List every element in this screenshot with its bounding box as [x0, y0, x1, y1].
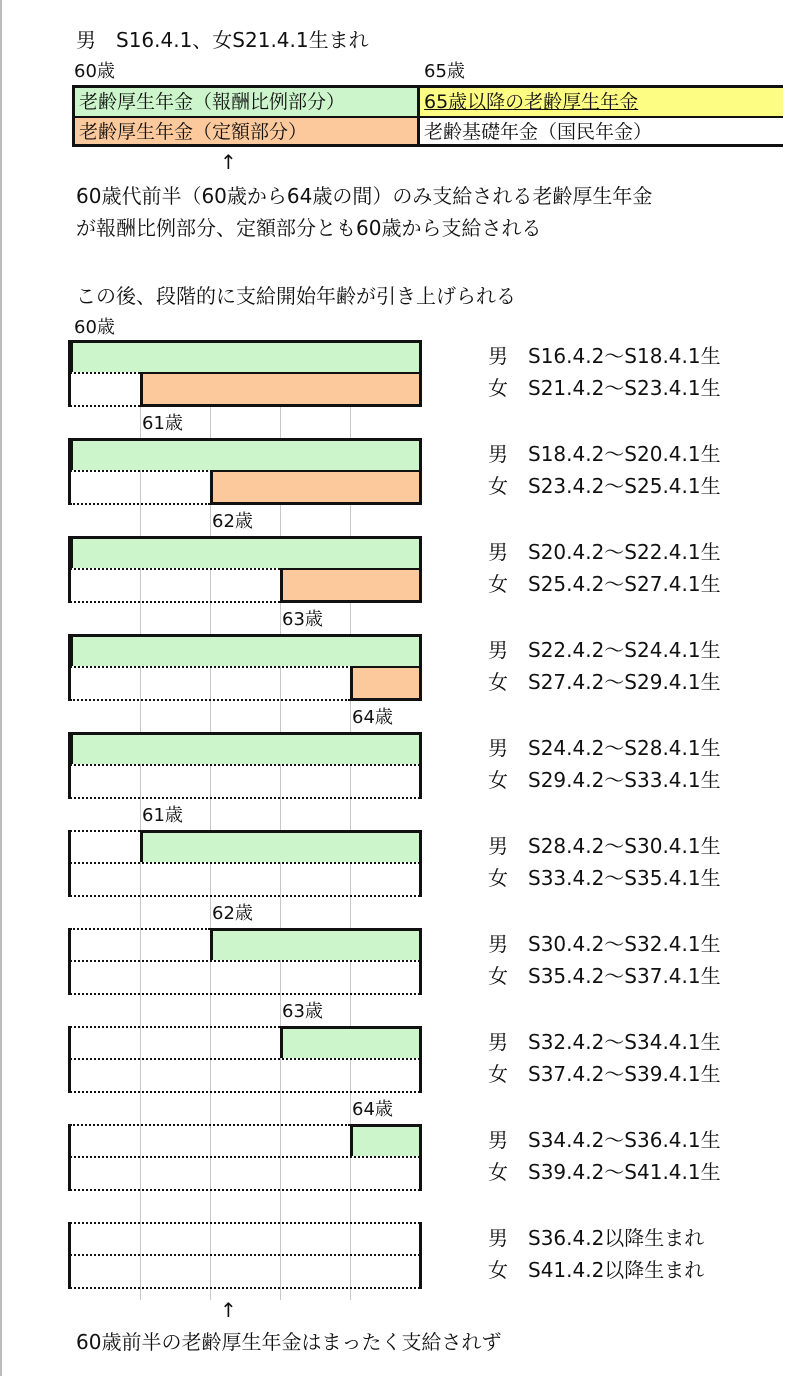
start-age-label: 62歳 — [212, 903, 253, 924]
start-age-label: 62歳 — [212, 511, 253, 532]
kiso-nenkin-cell: 老齢基礎年金（国民年金） — [420, 116, 783, 147]
hobi-hirei-bar — [70, 732, 420, 764]
hobi-hirei-bar — [210, 928, 420, 960]
female-birth-range: 女 S21.4.2～S23.4.1生 — [488, 376, 721, 400]
middle-dotted-line — [70, 1058, 420, 1060]
teigaku-bar — [210, 470, 420, 503]
top-60-label: 60歳 — [74, 317, 115, 338]
left-boundary — [68, 928, 71, 995]
right-boundary — [419, 340, 422, 407]
male-birth-range: 男 S18.4.2～S20.4.1生 — [488, 442, 721, 466]
left-boundary — [68, 732, 71, 799]
bottom-dotted-line — [70, 993, 420, 995]
top-dotted-line — [70, 1026, 280, 1028]
female-birth-range: 女 S39.4.2～S41.4.1生 — [488, 1160, 721, 1184]
left-boundary — [68, 830, 71, 897]
male-birth-range: 男 S16.4.2～S18.4.1生 — [488, 344, 721, 368]
start-age-label: 61歳 — [142, 805, 183, 826]
middle-dotted-line — [70, 470, 420, 472]
start-age-label: 61歳 — [142, 413, 183, 434]
teigaku-bar — [140, 372, 420, 405]
male-birth-range: 男 S32.4.2～S34.4.1生 — [488, 1030, 721, 1054]
left-boundary — [68, 634, 71, 701]
male-birth-range: 男 S28.4.2～S30.4.1生 — [488, 834, 721, 858]
hobi-hirei-bar — [70, 536, 420, 568]
start-age-label: 63歳 — [282, 609, 323, 630]
left-boundary — [68, 340, 71, 407]
female-birth-range: 女 S37.4.2～S39.4.1生 — [488, 1062, 721, 1086]
left-boundary — [68, 438, 71, 505]
hobi-hirei-bar — [70, 438, 420, 470]
left-boundary — [68, 1222, 71, 1289]
bottom-solid-line — [350, 698, 420, 701]
top-dotted-line — [70, 1222, 420, 1224]
male-birth-range: 男 S36.4.2以降生まれ — [488, 1226, 705, 1250]
hobi-hirei-bar — [280, 1026, 420, 1058]
right-boundary — [419, 438, 422, 505]
right-boundary — [419, 732, 422, 799]
hobi-hirei-bar — [70, 340, 420, 372]
bottom-solid-line — [140, 404, 420, 407]
bottom-dotted-line — [70, 405, 140, 407]
start-age-label: 64歳 — [352, 707, 393, 728]
right-boundary — [419, 830, 422, 897]
top-dotted-line — [70, 928, 210, 930]
right-boundary — [419, 928, 422, 995]
right-boundary — [419, 536, 422, 603]
top-dotted-line — [70, 1124, 350, 1126]
after-65-koseinenkin-cell: 65歳以降の老齢厚生年金 — [420, 85, 783, 116]
middle-dotted-line — [70, 1156, 420, 1158]
middle-dotted-line — [70, 960, 420, 962]
female-birth-range: 女 S27.4.2～S29.4.1生 — [488, 670, 721, 694]
middle-dotted-line — [70, 862, 420, 864]
bottom-dotted-line — [70, 895, 420, 897]
bottom-solid-line — [280, 600, 420, 603]
middle-dotted-line — [70, 1254, 420, 1256]
top-dotted-line — [70, 830, 140, 832]
male-birth-range: 男 S20.4.2～S22.4.1生 — [488, 540, 721, 564]
bottom-solid-line — [210, 502, 420, 505]
section-title: この後、段階的に支給開始年齢が引き上げられる — [76, 284, 516, 308]
up-arrow-icon: ↑ — [220, 150, 237, 174]
bottom-dotted-line — [70, 1189, 420, 1191]
middle-dotted-line — [70, 372, 420, 374]
right-boundary — [419, 634, 422, 701]
male-birth-range: 男 S24.4.2～S28.4.1生 — [488, 736, 721, 760]
left-border — [0, 0, 2, 1376]
note-line-2: が報酬比例部分、定額部分とも60歳から支給される — [76, 216, 542, 240]
hobi-hirei-bar — [350, 1124, 420, 1156]
bottom-dotted-line — [70, 1091, 420, 1093]
footer-up-arrow-icon: ↑ — [220, 1298, 237, 1322]
female-birth-range: 女 S23.4.2～S25.4.1生 — [488, 474, 721, 498]
female-birth-range: 女 S25.4.2～S27.4.1生 — [488, 572, 721, 596]
male-birth-range: 男 S30.4.2～S32.4.1生 — [488, 932, 721, 956]
hobi-hirei-bar — [70, 634, 420, 666]
female-birth-range: 女 S35.4.2～S37.4.1生 — [488, 964, 721, 988]
male-birth-range: 男 S34.4.2～S36.4.1生 — [488, 1128, 721, 1152]
teigaku-bar — [350, 666, 420, 699]
note-line-1: 60歳代前半（60歳から64歳の間）のみ支給される老齢厚生年金 — [76, 184, 653, 208]
male-birth-range: 男 S22.4.2～S24.4.1生 — [488, 638, 721, 662]
start-age-label: 63歳 — [282, 1001, 323, 1022]
right-boundary — [419, 1026, 422, 1093]
hobi-hirei-bar — [140, 830, 420, 862]
left-boundary — [68, 1026, 71, 1093]
footer-note: 60歳前半の老齢厚生年金はまったく支給されず — [76, 1330, 502, 1354]
left-boundary — [68, 1124, 71, 1191]
female-birth-range: 女 S41.4.2以降生まれ — [488, 1258, 705, 1282]
teigaku-cell: 老齢厚生年金（定額部分） — [72, 116, 420, 147]
right-boundary — [419, 1124, 422, 1191]
right-boundary — [419, 1222, 422, 1289]
bottom-dotted-line — [70, 601, 280, 603]
age-60-label: 60歳 — [74, 61, 115, 82]
bottom-dotted-line — [70, 503, 210, 505]
bottom-dotted-line — [70, 699, 350, 701]
hobi-hirei-cell: 老齢厚生年金（報酬比例部分） — [72, 85, 420, 116]
bottom-dotted-line — [70, 797, 420, 799]
teigaku-bar — [280, 568, 420, 601]
bottom-dotted-line — [70, 1287, 420, 1289]
left-boundary — [68, 536, 71, 603]
female-birth-range: 女 S33.4.2～S35.4.1生 — [488, 866, 721, 890]
age-65-label: 65歳 — [424, 61, 465, 82]
birth-line: 男 S16.4.1、女S21.4.1生まれ — [76, 28, 369, 52]
start-age-label: 64歳 — [352, 1099, 393, 1120]
middle-dotted-line — [70, 764, 420, 766]
middle-dotted-line — [70, 666, 420, 668]
middle-dotted-line — [70, 568, 420, 570]
female-birth-range: 女 S29.4.2～S33.4.1生 — [488, 768, 721, 792]
